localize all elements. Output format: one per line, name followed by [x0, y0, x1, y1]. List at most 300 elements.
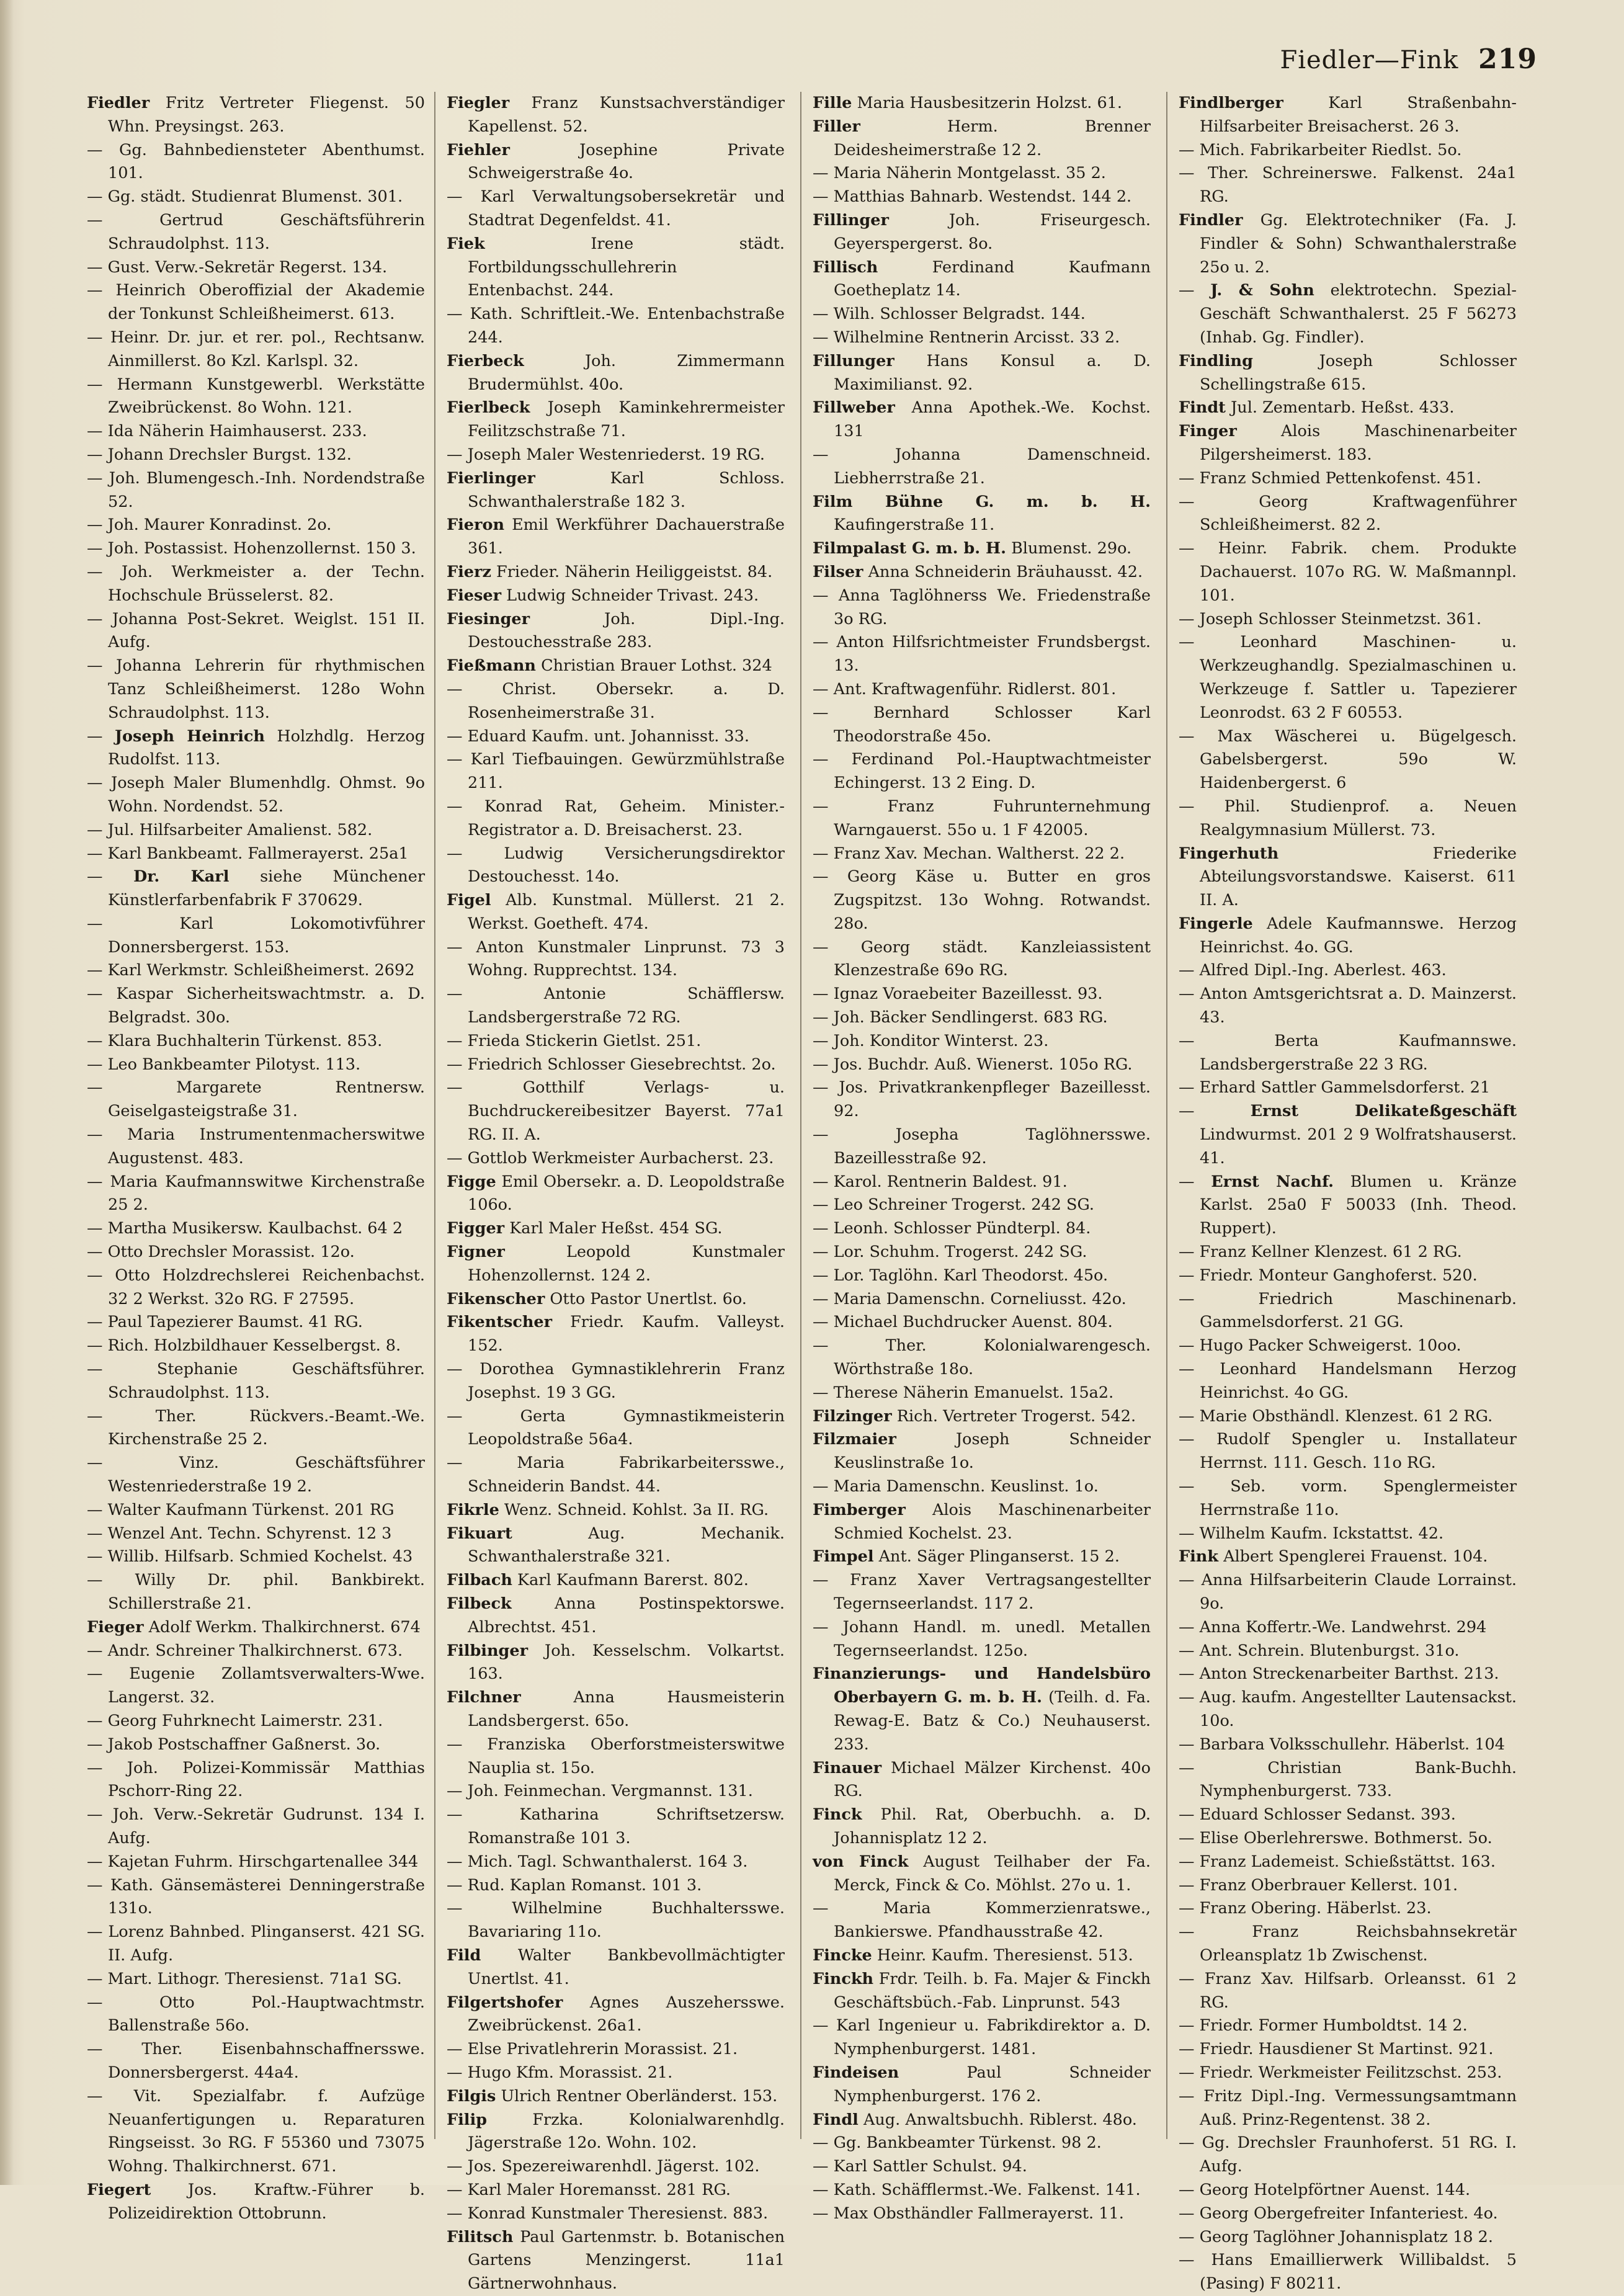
- entry-details: Anna Taglöhnerss We. Friedenstraße 3o RG.: [834, 586, 1151, 628]
- directory-entry: [813, 1851, 1151, 1898]
- entry-surname: Fierlbeck: [447, 398, 530, 418]
- entry-details: Karl Sattler Schulst. 94.: [833, 2157, 1027, 2176]
- directory-entry: [87, 1991, 425, 2039]
- directory-entry: [87, 1334, 425, 1358]
- directory-entry: [1179, 491, 1517, 538]
- entry-details: Kajetan Fuhrm. Hirschgartenallee 344: [107, 1852, 419, 1871]
- entry-details: Phil. Studienprof. a. Neuen Realgymnasium Müllerst. 73.: [1200, 797, 1517, 839]
- directory-entry: [87, 1053, 425, 1077]
- entry-details: Karl Werkmstr. Schleißheimerst. 2692: [107, 961, 415, 980]
- entry-details: Friedr. Former Humboldtst. 14 2.: [1199, 2016, 1468, 2035]
- directory-entry: [447, 233, 785, 303]
- directory-entry: [1179, 1733, 1517, 1757]
- entry-details: Karl Maler Heßst. 454 SG.: [509, 1219, 723, 1238]
- directory-entry: [87, 983, 425, 1030]
- entry-details: Joseph Schlosser Steinmetzst. 361.: [1199, 609, 1482, 628]
- entry-details: Georg Käse u. Butter en gros Zugspitzst. 13o Wohng. Rotwandst. 28o.: [834, 867, 1151, 933]
- directory-entry: [1179, 2202, 1517, 2226]
- entry-details: Karl Kaufmann Barerst. 802.: [517, 1571, 749, 1590]
- entry-details: Leonhard Maschinen- u. Werkzeughandlg. Spezialmaschinen u. Werkzeuge f. Sattler u. Tapezierer Leonrodst. 63 2 F 60553.: [1200, 633, 1517, 722]
- entry-details: Wilhelmine Rentnerin Arcisst. 33 2.: [833, 328, 1120, 347]
- entry-surname: Filchner: [447, 1688, 521, 1707]
- directory-entry: [87, 1569, 425, 1616]
- page-number: 219: [1478, 43, 1537, 75]
- entry-details: Hugo Kfm. Morassist. 21.: [467, 2063, 673, 2082]
- directory-entry: [813, 1968, 1151, 2015]
- entry-surname: Fiegert: [87, 2180, 151, 2199]
- entry-details: Hans Konsul a. D. Maximilianst. 92.: [834, 351, 1151, 394]
- entry-surname: Filbeck: [447, 1594, 512, 1613]
- entry-details: Georg Obergefreiter Infanteriest. 4o.: [1199, 2204, 1498, 2223]
- entry-surname: Finger: [1179, 422, 1237, 441]
- entry-surname: Filzmaier: [813, 1430, 896, 1449]
- directory-entry: [1179, 1616, 1517, 1640]
- entry-details: Anna Hilfsarbeiterin Claude Lorrainst. 9o.: [1200, 1571, 1517, 1613]
- directory-entry: [1179, 1522, 1517, 1546]
- entry-details: Franz Oberbrauer Kellerst. 101.: [1199, 1875, 1458, 1895]
- directory-entry: [813, 444, 1151, 491]
- column-2: [447, 92, 785, 2294]
- entry-details: Heinr. Fabrik. chem. Produkte Dachauerst. 107o RG. W. Maßmannpl. 101.: [1200, 539, 1517, 605]
- directory-entry: [1179, 1264, 1517, 1288]
- entry-details: Joh. Postassist. Hohenzollernst. 150 3.: [107, 539, 416, 558]
- directory-entry: [813, 350, 1151, 397]
- entry-details: Franz Kellner Klenzest. 61 2 RG.: [1199, 1243, 1462, 1262]
- entry-details: Ida Näherin Haimhauserst. 233.: [107, 422, 367, 441]
- entry-details: Alb. Kunstmal. Müllerst. 21 2. Werkst. Goetheft. 474.: [468, 891, 785, 933]
- entry-details: Seb. vorm. Spenglermeister Herrnstraße 11o.: [1200, 1477, 1517, 1519]
- entry-surname: Filbach: [447, 1571, 512, 1590]
- entry-details: Jul. Hilfsarbeiter Amalienst. 582.: [107, 820, 373, 839]
- directory-entry: [447, 1288, 785, 1311]
- directory-entry: [813, 1334, 1151, 1382]
- entry-details: Alois Maschinenarbeiter Schmied Kochelst. 23.: [834, 1500, 1151, 1543]
- entry-details: Christian Brauer Lothst. 324: [541, 656, 772, 676]
- directory-entry: [87, 1123, 425, 1171]
- directory-entry: [1179, 2085, 1517, 2132]
- directory-entry: [447, 1780, 785, 1803]
- directory-entry: [813, 748, 1151, 795]
- entry-details: Ther. Schreinerswe. Falkenst. 24a1 RG.: [1200, 164, 1517, 207]
- directory-entry: [813, 1264, 1151, 1288]
- entry-details: Aug. Anwaltsbuchh. Riblerst. 48o.: [863, 2110, 1137, 2129]
- entry-surname: Fimpel: [813, 1547, 874, 1566]
- directory-entry: [1179, 1100, 1517, 1170]
- directory-entry: [447, 842, 785, 890]
- directory-entry: [447, 1686, 785, 1733]
- directory-entry: [447, 2109, 785, 2156]
- directory-entry: [447, 1076, 785, 1146]
- directory-entry: [813, 865, 1151, 936]
- entry-details: Ther. Kolonialwarengesch. Wörthstraße 18o.: [834, 1336, 1151, 1379]
- entry-details: Gg. Bahnbediensteter Abenthumst. 101.: [108, 140, 425, 183]
- directory-entry: [87, 1710, 425, 1733]
- column-4: [1179, 92, 1517, 2294]
- entry-details: Paul Tapezierer Baumst. 41 RG.: [107, 1313, 363, 1332]
- directory-entry: [813, 678, 1151, 702]
- directory-entry: [813, 2179, 1151, 2202]
- directory-entry: [87, 608, 425, 655]
- entry-details: Friedrich Maschinenarb. Gammelsdorferst. 21 GG.: [1200, 1289, 1517, 1332]
- directory-entry: [1179, 983, 1517, 1030]
- entry-details: Erhard Sattler Gammelsdorferst. 21: [1199, 1078, 1491, 1097]
- entry-details: Mart. Lithogr. Theresienst. 71a1 SG.: [107, 1969, 402, 1988]
- entry-surname: Filser: [813, 562, 863, 581]
- directory-entry: [813, 2109, 1151, 2132]
- directory-entry: [87, 1757, 425, 1804]
- directory-entry: [813, 2132, 1151, 2155]
- entry-details: Joh. Konditor Winterst. 23.: [833, 1031, 1049, 1050]
- directory-entry: [87, 1640, 425, 1663]
- entry-details: Blumen u. Kränze Karlst. 25a0 F 50033 (Inh. Theod. Ruppert).: [1200, 1172, 1517, 1238]
- entry-surname: Fincke: [813, 1945, 872, 1965]
- directory-entry: [813, 209, 1151, 256]
- directory-entry: [87, 1499, 425, 1522]
- entry-details: Friedrich Schlosser Giesebrechtst. 2o.: [467, 1055, 776, 1074]
- entry-details: Walter Bankbevollmächtigter Unertlst. 41.: [468, 1945, 785, 1988]
- entry-surname: Figel: [447, 891, 491, 910]
- entry-details: Josepha Taglöhnersswe. Bazeillesstraße 92.: [834, 1125, 1151, 1168]
- entry-details: Max Obsthändler Fallmerayerst. 11.: [833, 2204, 1124, 2223]
- directory-entry: [813, 1217, 1151, 1241]
- directory-entry: [1179, 1663, 1517, 1686]
- entry-details: Phil. Rat, Oberbuchh. a. D. Johannisplatz 12 2.: [834, 1805, 1151, 1847]
- directory-entry: [813, 2155, 1151, 2179]
- entry-details: Elise Oberlehrerswe. Bothmerst. 5o.: [1199, 1828, 1492, 1847]
- entry-details: Wilhelmine Buchhaltersswe. Bavariaring 11o.: [468, 1899, 785, 1942]
- directory-entry: [447, 1171, 785, 1218]
- entry-details: Georg Kraftwagenführer Schleißheimerst. 82 2.: [1200, 492, 1517, 535]
- entry-details: Joh. Bäcker Sendlingerst. 683 RG.: [833, 1008, 1108, 1027]
- entry-details: August Teilhaber der Fa. Merck, Finck & Co. Möhlst. 27o u. 1.: [834, 1852, 1151, 1895]
- directory-entry: [447, 1851, 785, 1874]
- entry-details: Adele Kaufmannswe. Herzog Heinrichst. 4o. GG.: [1200, 914, 1517, 957]
- entry-surname: Filitsch: [447, 2227, 514, 2246]
- entry-surname: Filgertshofer: [447, 1993, 563, 2012]
- entry-details: Konrad Kunstmaler Theresienst. 883.: [467, 2204, 769, 2223]
- entry-details: Christ. Obersekr. a. D. Rosenheimerstraße 31.: [468, 679, 785, 722]
- column-divider: [434, 92, 435, 2139]
- directory-entry: [813, 1569, 1151, 1616]
- entry-surname: Fillweber: [813, 398, 895, 418]
- entry-details: Jul. Zementarb. Heßst. 433.: [1231, 398, 1455, 418]
- entry-surname: Fießmann: [447, 656, 536, 676]
- directory-entry: [447, 1592, 785, 1640]
- directory-entry: [813, 631, 1151, 678]
- entry-details: Adolf Werkm. Thalkirchnerst. 674: [148, 1617, 421, 1637]
- entry-details: Georg Hotelpförtner Auenst. 144.: [1199, 2180, 1471, 2199]
- directory-entry: [1179, 631, 1517, 725]
- entry-details: Heinr. Kaufm. Theresienst. 513.: [877, 1945, 1133, 1965]
- directory-entry: [813, 1053, 1151, 1077]
- directory-entry: [447, 1452, 785, 1499]
- directory-entry: [447, 1358, 785, 1405]
- entry-details: Hermann Kunstgewerbl. Werkstätte Zweibrückenst. 8o Wohn. 121.: [108, 375, 425, 418]
- directory-entry: [87, 1663, 425, 1710]
- entry-details: Johann Handl. m. unedl. Metallen Tegernseerlandst. 125o.: [834, 1617, 1151, 1660]
- entry-details: Georg städt. Kanzleiassistent Klenzestraße 69o RG.: [834, 937, 1151, 980]
- directory-entry: [447, 1897, 785, 1944]
- directory-entry: [813, 1944, 1151, 1968]
- directory-entry: [813, 1194, 1151, 1217]
- entry-surname: Filgis: [447, 2086, 496, 2106]
- entry-surname: Fieron: [447, 516, 504, 535]
- directory-entry: [1179, 1851, 1517, 1874]
- entry-details: Joseph Maler Westenriederst. 19 RG.: [467, 445, 765, 464]
- entry-details: Franz Lademeist. Schießstättst. 163.: [1199, 1852, 1496, 1871]
- entry-details: Therese Näherin Emanuelst. 15a2.: [833, 1383, 1114, 1402]
- entry-details: Gottlob Werkmeister Aurbacherst. 23.: [467, 1148, 774, 1168]
- entry-details: Johanna Damenschneid. Liebherrstraße 21.: [834, 445, 1151, 488]
- directory-entry: [1179, 913, 1517, 960]
- entry-details: Stephanie Geschäftsführer. Schraudolphst. 113.: [108, 1360, 425, 1402]
- entry-surname: Filbinger: [447, 1641, 529, 1660]
- entry-surname: Finckh: [813, 1969, 874, 1988]
- entry-surname: Fierz: [447, 562, 491, 581]
- entry-details: Kath. Schäfflermst.-We. Falkenst. 141.: [833, 2180, 1141, 2199]
- entry-surname: Fieser: [447, 586, 502, 605]
- directory-entry: [1179, 1686, 1517, 1733]
- directory-entry: [813, 1288, 1151, 1311]
- directory-entry: [447, 795, 785, 842]
- entry-details: Matthias Bahnarb. Westendst. 144 2.: [833, 187, 1132, 207]
- entry-details: Anna Schneiderin Bräuhausst. 42.: [868, 562, 1143, 581]
- directory-entry: [87, 1545, 425, 1569]
- entry-details: Jos. Buchdr. Auß. Wienerst. 105o RG.: [833, 1055, 1133, 1074]
- entry-details: Lindwurmst. 201 2 9 Wolfratshauserst. 41.: [1200, 1125, 1517, 1168]
- entry-details: Maria Kaufmannswitwe Kirchenstraße 25 2.: [108, 1172, 425, 1215]
- entry-surname: Fillinger: [813, 210, 889, 230]
- directory-entry: [87, 1616, 425, 1640]
- directory-entry: [1179, 1921, 1517, 1968]
- entry-details: Jos. Spezereiwarenhdl. Jägerst. 102.: [467, 2157, 760, 2176]
- running-head-text: Fiedler—Fink: [1280, 46, 1459, 74]
- directory-entry: [87, 1874, 425, 1921]
- entry-details: Joh. Friseurgesch. Geyerspergerst. 8o.: [834, 210, 1151, 253]
- entry-details: Rich. Holzbildhauer Kesselbergst. 8.: [107, 1336, 401, 1356]
- directory-entry: [87, 2179, 425, 2226]
- entry-details: Franz Xav. Mechan. Waltherst. 22 2.: [833, 844, 1125, 863]
- directory-entry: [1179, 1545, 1517, 1569]
- entry-details: Wilhelm Kaufm. Ickstattst. 42.: [1199, 1524, 1444, 1543]
- entry-details: Karl Ingenieur u. Fabrikdirektor a. D. Nymphenburgerst. 1481.: [834, 2016, 1151, 2059]
- directory-entry: [447, 185, 785, 233]
- directory-entry: [813, 1499, 1151, 1546]
- directory-entry: [1179, 350, 1517, 397]
- entry-details: Rudolf Spengler u. Installateur Herrnst. 111. Gesch. 11o RG.: [1200, 1430, 1517, 1473]
- directory-entry: [447, 2085, 785, 2109]
- directory-entry: [87, 420, 425, 444]
- entry-surname: Joseph Heinrich: [114, 726, 265, 746]
- directory-entry: [1179, 608, 1517, 632]
- directory-entry: [87, 1241, 425, 1264]
- entry-surname: Figger: [447, 1219, 505, 1238]
- entry-surname: Finauer: [813, 1758, 882, 1777]
- entry-details: Joh. Werkmeister a. der Techn. Hochschule Brüsselerst. 82.: [108, 562, 425, 605]
- entry-details: Heinr. Dr. jur. et rer. pol., Rechtsanw. Ainmillerst. 8o Kzl. Karlspl. 32.: [108, 328, 425, 370]
- directory-entry: [447, 1569, 785, 1592]
- entry-details: Joh. Zimmermann Brudermühlst. 40o.: [468, 351, 785, 394]
- entry-details: Johann Drechsler Burgst. 132.: [107, 445, 352, 464]
- directory-entry: [1179, 1334, 1517, 1358]
- directory-entry: [813, 702, 1151, 749]
- entry-details: Alfred Dipl.-Ing. Aberlest. 463.: [1199, 961, 1447, 980]
- entry-details: Gg. Elektrotechniker (Fa. J. Findler & Sohn) Schwanthalerstraße 25o u. 2.: [1200, 210, 1517, 277]
- entry-details: Karl Schloss. Schwanthalerstraße 182 3.: [468, 468, 785, 511]
- directory-entry: [447, 983, 785, 1030]
- entry-details: Fritz Dipl.-Ing. Vermessungsamtmann Auß. Prinz-Regentenst. 38 2.: [1200, 2086, 1517, 2129]
- entry-details: Friedr. Monteur Ganghoferst. 520.: [1199, 1266, 1478, 1285]
- entry-surname: Ernst Delikateßgeschäft: [1250, 1102, 1517, 1121]
- directory-entry: [447, 2038, 785, 2061]
- directory-entry: [447, 350, 785, 397]
- entry-details: Holzhdlg. Herzog Rudolfst. 113.: [108, 726, 426, 769]
- directory-entry: [447, 1147, 785, 1171]
- directory-entry: [447, 725, 785, 749]
- entry-details: Georg Taglöhner Johannisplatz 18 2.: [1199, 2227, 1493, 2246]
- directory-entry: [87, 1851, 425, 1874]
- directory-entry: [1179, 396, 1517, 420]
- directory-entry: [447, 2179, 785, 2202]
- entry-details: Frzka. Kolonialwarenhdlg. Jägerstraße 12o. Wohn. 102.: [468, 2110, 785, 2153]
- directory-entry: [1179, 2179, 1517, 2202]
- directory-entry: [447, 1874, 785, 1898]
- entry-surname: Film Bühne G. m. b. H.: [813, 492, 1151, 511]
- entry-details: Agnes Auszehersswe. Zweibrückenst. 26a1.: [468, 1993, 785, 2035]
- entry-details: Rud. Kaplan Romanst. 101 3.: [467, 1875, 702, 1895]
- entry-details: Konrad Rat, Geheim. Minister.-Registrator a. D. Breisacherst. 23.: [468, 797, 785, 839]
- entry-surname: Ernst Nachf.: [1211, 1172, 1334, 1191]
- directory-entry: [813, 162, 1151, 185]
- entry-surname: Figge: [447, 1172, 496, 1191]
- entry-surname: Fieger: [87, 1617, 144, 1637]
- directory-entry: [1179, 2249, 1517, 2296]
- entry-details: Anton Hilfsrichtmeister Frundsbergst. 13.: [834, 633, 1151, 676]
- entry-details: Maria Hausbesitzerin Holzst. 61.: [857, 94, 1122, 112]
- entry-details: Vinz. Geschäftsführer Westenriederstraße 19 2.: [108, 1454, 425, 1496]
- directory-entry: [813, 396, 1151, 444]
- entry-surname: Fink: [1179, 1547, 1218, 1566]
- directory-entry: [1179, 725, 1517, 795]
- entry-details: Maria Damenschn. Keuslinst. 1o.: [833, 1477, 1099, 1496]
- entry-details: Hans Emaillierwerk Willibaldst. 5 (Pasing) F 80211.: [1200, 2251, 1517, 2294]
- directory-entry: [447, 678, 785, 725]
- directory-entry: [447, 1311, 785, 1358]
- directory-entry: [87, 256, 425, 280]
- directory-entry: [447, 1499, 785, 1522]
- entry-details: Franz Xaver Vertragsangestellter Tegernseerlandst. 117 2.: [834, 1571, 1151, 1613]
- directory-entry: [813, 936, 1151, 983]
- entry-details: Kath. Gänsemästerei Denningerstraße 131o.: [108, 1875, 425, 1918]
- directory-entry: [1179, 959, 1517, 983]
- directory-entry: [87, 561, 425, 608]
- entry-details: Franz Obering. Häberlst. 23.: [1199, 1899, 1432, 1918]
- directory-entry: [447, 396, 785, 444]
- directory-entry: [813, 1123, 1151, 1171]
- entry-details: Ant. Kraftwagenführ. Ridlerst. 801.: [833, 679, 1117, 699]
- directory-entry: [813, 1803, 1151, 1851]
- directory-entry: [87, 1076, 425, 1123]
- directory-entry: [447, 139, 785, 186]
- entry-details: Paul Schneider Nymphenburgerst. 176 2.: [834, 2063, 1151, 2106]
- entry-details: Wenzel Ant. Techn. Schyrenst. 12 3: [107, 1524, 392, 1543]
- directory-entry: [447, 561, 785, 584]
- entry-surname: Finck: [813, 1805, 862, 1825]
- entry-surname: Fikenscher: [447, 1289, 545, 1308]
- entry-details: Anna Apothek.-We. Kochst. 131: [834, 398, 1151, 441]
- running-header: [1280, 43, 1537, 75]
- directory-entry: [87, 1733, 425, 1757]
- directory-entry: [1179, 467, 1517, 491]
- entry-surname: Fikuart: [447, 1524, 512, 1543]
- entry-details: Gertrud Geschäftsführerin Schraudolphst. 113.: [108, 210, 426, 253]
- entry-details: Klara Buchhalterin Türkenst. 853.: [107, 1031, 383, 1050]
- entry-details: Joseph Maler Blumenhdlg. Ohmst. 9o Wohn. Nordendst. 52.: [108, 774, 425, 816]
- entry-details: Emil Werkführer Dachauerstraße 361.: [468, 516, 785, 558]
- entry-details: Gotthilf Verlags- u. Buchdruckereibesitzer Bayerst. 77a1 RG. II. A.: [468, 1078, 785, 1145]
- entry-details: Eduard Schlosser Sedanst. 393.: [1199, 1805, 1456, 1825]
- entry-surname: Findlberger: [1179, 94, 1283, 112]
- entry-details: Barbara Volksschullehr. Häberlst. 104: [1199, 1735, 1505, 1754]
- directory-entry: [1179, 1358, 1517, 1405]
- entry-details: Michael Buchdrucker Auenst. 804.: [833, 1313, 1113, 1332]
- entry-details: Ferdinand Pol.-Hauptwachtmeister Echingerst. 13 2 Eing. D.: [834, 750, 1151, 793]
- directory-entry: [1179, 537, 1517, 607]
- entry-details: Ant. Schrein. Blutenburgst. 31o.: [1199, 1641, 1460, 1660]
- entry-surname: Fikrle: [447, 1500, 499, 1519]
- entry-details: Anna Postinspektorswe. Albrechtst. 451.: [468, 1594, 785, 1637]
- directory-entry: [87, 514, 425, 537]
- directory-entry: [87, 444, 425, 467]
- entry-details: Karol. Rentnerin Baldest. 91.: [833, 1172, 1068, 1191]
- directory-entry: [87, 2038, 425, 2085]
- entry-surname: Fikentscher: [447, 1313, 553, 1332]
- directory-entry: [813, 1897, 1151, 1944]
- directory-entry: [447, 303, 785, 350]
- directory-entry: [813, 1030, 1151, 1053]
- directory-entry: [87, 467, 425, 514]
- directory-entry: [813, 1616, 1151, 1663]
- entry-details: Maria Instrumentenmacherswitwe Augustenst. 483.: [108, 1125, 426, 1168]
- directory-entry: [447, 936, 785, 983]
- directory-entry: [447, 1640, 785, 1687]
- entry-details: Maria Fabrikarbeitersswe., Schneiderin Bandst. 44.: [468, 1454, 785, 1496]
- directory-entry: [1179, 2061, 1517, 2085]
- entry-details: Willy Dr. phil. Bankbirekt. Schillerstraße 21.: [108, 1571, 426, 1613]
- directory-entry: [1179, 1968, 1517, 2015]
- page-fold-shadow: [0, 0, 14, 2185]
- directory-entry: [813, 2202, 1151, 2226]
- directory-entry: [1179, 1288, 1517, 1335]
- entry-details: Franz Fuhrunternehmung Warngauerst. 55o u. 1 F 42005.: [834, 797, 1151, 839]
- entry-surname: Fierbeck: [447, 351, 524, 370]
- entry-details: Karl Lokomotivführer Donnersbergerst. 153.: [108, 914, 425, 957]
- directory-entry: [87, 209, 425, 256]
- entry-details: Alois Maschinenarbeiter Pilgersheimerst. 183.: [1200, 422, 1517, 464]
- directory-entry: [813, 2014, 1151, 2061]
- directory-entry: [1179, 2226, 1517, 2249]
- directory-entry: [1179, 1803, 1517, 1827]
- directory-entry: [87, 1358, 425, 1405]
- directory-entry: [447, 608, 785, 655]
- entry-surname: J. & Sohn: [1210, 281, 1314, 300]
- directory-entry: [813, 256, 1151, 303]
- entry-details: Antonie Schäfflersw. Landsbergerstraße 72 RG.: [468, 985, 785, 1027]
- entry-details: Gerta Gymnastikmeisterin Leopoldstraße 56a4.: [468, 1406, 785, 1449]
- directory-entry: [813, 842, 1151, 866]
- directory-entry: [813, 2061, 1151, 2109]
- directory-entry: [813, 1006, 1151, 1030]
